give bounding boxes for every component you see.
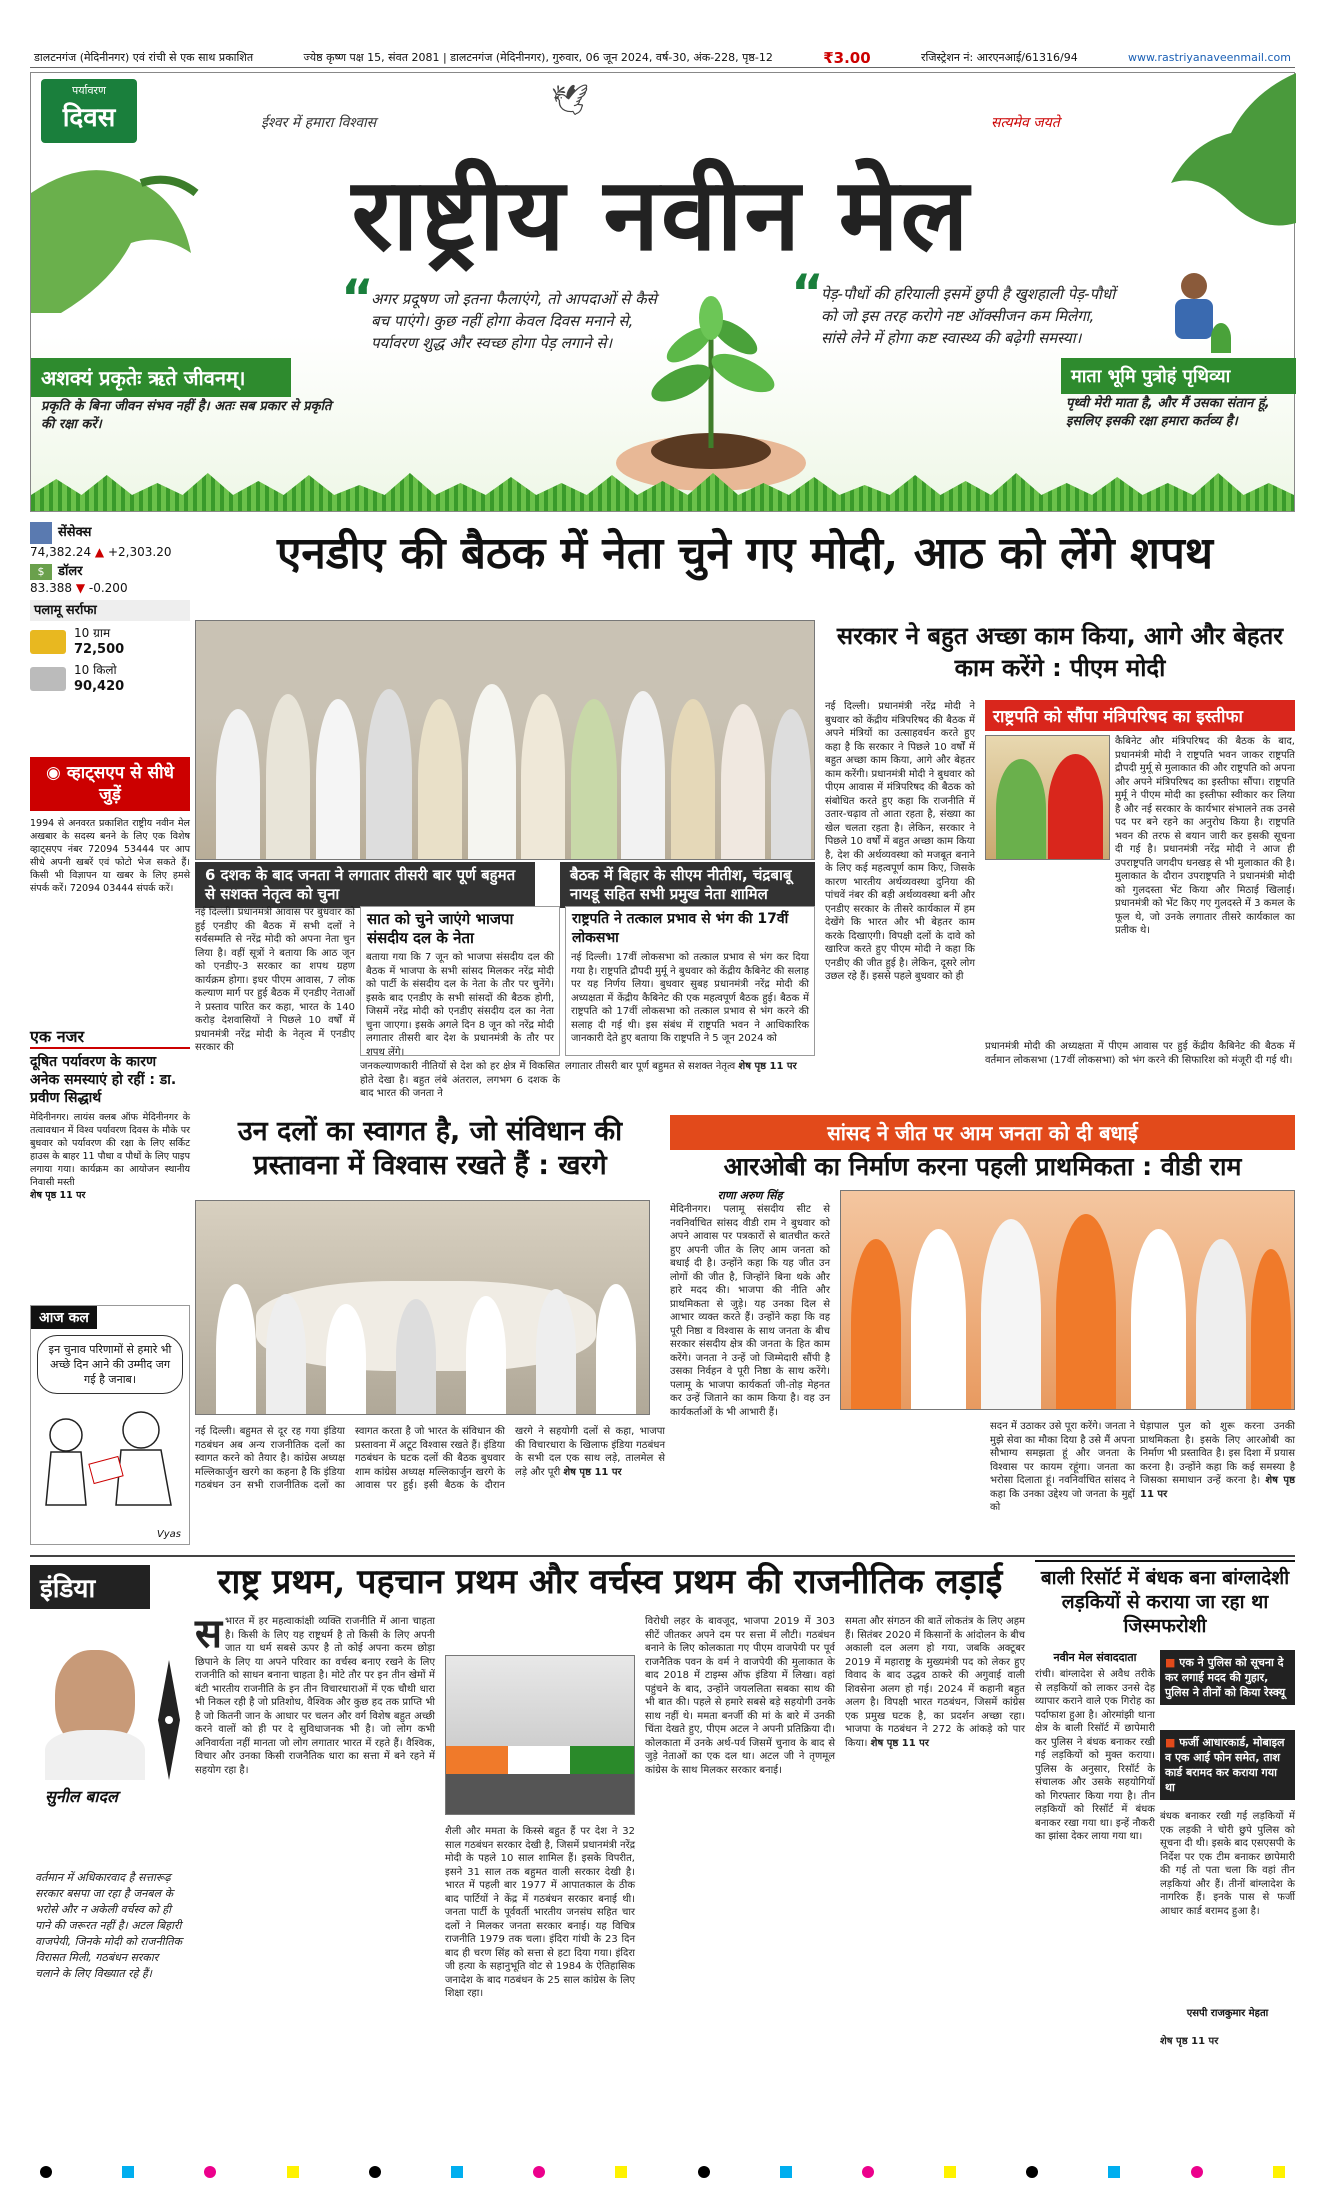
whatsapp-box — [30, 757, 190, 895]
bali-bullet-1 — [1160, 1650, 1295, 1705]
kharge-cont-link[interactable]: शेष पृष्ठ 11 पर — [563, 1466, 622, 1478]
date-line: ज्येष्ठ कृष्ण पक्ष 15, संवत 2081 | डालटनगंज (मेदिनीनगर), गुरुवार, 06 जून 2024, वर्ष-30, अंक-228, पृष्ठ-12 — [303, 51, 773, 64]
env-day-big: दिवस — [62, 103, 116, 133]
env-day-small: पर्यावरण — [71, 84, 107, 97]
modi-headline: सरकार ने बहुत अच्छा काम किया, आगे और बेहतर काम करेंगे : पीएम मोदी — [836, 622, 1284, 682]
bali-body: रांची। बांग्लादेश से अवैध तरीके से लड़कियों को लाकर उनसे देह व्यापार कराने वाले एक गिरोह का पर्दाफाश हुआ है। ओरमांझी थाना क्षेत्र के बाली रिसॉर्ट में छापेमारी कर पुलिस ने बंधक बनाकर रखी गई लड़कियों को मुक्त कराया। पुलिस के अनुसार, रिसॉर्ट के संचालक और उसके सहयोगियों को गिरफ्तार किया गया है। तीन लड़कियों को रिसॉर्ट में बंधक बनाकर रखा गया था। इन्हें नौकरी का झांसा देकर लाया गया था। — [1035, 1669, 1155, 1842]
price: ₹3.00 — [823, 48, 871, 67]
author-photo — [35, 1630, 155, 1780]
sapling-in-hands-icon — [611, 273, 811, 493]
lead-box-2-body: नई दिल्ली। 17वीं लोकसभा को तत्काल प्रभाव से भंग कर दिया गया है। राष्ट्रपति द्रौपदी मुर्मू ने बुधवार को केंद्रीय कैबिनेट की सलाह पर यह निर्णय लिया। बुधवार सुबह प्रधानमंत्री नरेंद्र मोदी की अध्यक्षता में केंद्रीय कैबिनेट की एक महत्वपूर्ण बैठक हुई। बैठक में राष्ट्रपति को 17वीं लोकसभा को तत्काल प्रभाव से भंग करने की सलाह दी गई थी। इस संबंध में राष्ट्रपति भवन ने आधिकारिक जानकारी देते हुए बताया कि राष्ट्रपति ने 5 जून 2024 को — [571, 952, 809, 1044]
author-name: सुनील बादल — [45, 1787, 118, 1806]
whatsapp-title[interactable] — [30, 757, 190, 811]
cartoon-bubble: इन चुनाव परिणामों से हमारे भी अच्छे दिन आने की उम्मीद जग गई है जनाब। — [37, 1335, 183, 1394]
lead-box-2-more-text: लगातार तीसरी बार पूर्ण बहुमत से सशक्त नेतृत्व — [565, 1061, 736, 1072]
sensex-label: सेंसेक्स — [58, 525, 92, 540]
modi-box-body-cont — [985, 870, 1295, 1030]
whatsapp-icon: ◉ — [46, 763, 61, 783]
whatsapp-body: 1994 से अनवरत प्रकाशित राष्ट्रीय नवीन मेल अखबार के सदस्य बनने के लिए एक विशेष व्हाट्सएप नंबर 72094 53444 पर आप सीधे अपनी खबरें एवं फोटो भेज सकते हैं। किसी भी विज्ञापन या खबर के लिए हमसे संपर्क करें। 72094 03444 संपर्क करें। — [30, 818, 190, 894]
lead-box-1-more: जनकल्याणकारी नीतियों से देश को हर क्षेत्र में विकसित होते देखा है। बहुत लंबे अंतराल, लगभग 6 दशक के बाद भारत की जनता ने — [360, 1061, 560, 1099]
kharge-body-text: नई दिल्ली। बहुमत से दूर रह गया इंडिया गठबंधन अब अन्य राजनीतिक दलों का स्वागत करने को तैयार है। कांग्रेस अध्यक्ष मल्लिकार्जुन खरगे का कहना है कि इंडिया गठबंधन उन सभी राजनीतिक दलों का स्वागत करता है जो भारत के संविधान की प्रस्तावना में अटूट विश्वास रखते हैं। इंडिया गठबंधन के घटक दलों की बैठक बुधवार शाम कांग्रेस अध्यक्ष मल्लिकार्जुन खरगे के आवास पर हुई। इसी बैठक के दौरान खरगे ने सहयोगी दलों से कहा, भाजपा की विचारधारा के खिलाफ इंडिया गठबंधन के सभी दल एक साथ लड़े, तालमेल से लड़े और पूरी — [195, 1426, 665, 1491]
cartoonist-sign: Vyas — [156, 1529, 181, 1540]
tagline-right: सत्यमेव जयते — [991, 115, 1060, 131]
drop-cap: स — [195, 1611, 223, 1657]
india-headline: राष्ट्र प्रथम, पहचान प्रथम और वर्चस्व प्रथम की राजनीतिक लड़ाई — [217, 1562, 1003, 1602]
ek-nazar-cont[interactable]: शेष पृष्ठ 11 पर — [30, 1190, 86, 1201]
aaj-kal-cartoon — [30, 1305, 190, 1545]
kharge-body — [195, 1425, 665, 1545]
ek-nazar-box — [30, 1025, 190, 1265]
vdram-body-2 — [840, 1420, 985, 1540]
env-quote-1: अगर प्रदूषण जो इतना फैलाएंगे, तो आपदाओं से कैसे बच पाएंगे। कुछ नहीं होगा केवल दिवस मनाने से, पर्यावरण शुद्ध और स्वच्छ होगा पेड़ लगाने से। — [371, 290, 657, 352]
kharge-photo — [195, 1200, 650, 1415]
india-col-4: विरोधी लहर के बावजूद, भाजपा 2019 में 303 सीटें जीतकर अपने दम पर सत्ता में लौटी। गठबंधन बनाने के लिए कोलकाता गए पीएम वाजपेयी पर पूर्व राजनैतिक पवन के वर्म ने वाजपेयी की मुलाकात के बाद 2018 में टाइम्स ऑफ इंडिया में लिखा। वहां पहुंचने के बाद, उन्होंने जयललिता सबका साथ की भी बात की। पहले से हमारे सबसे बड़े सहयोगी उनके साथ नहीं थे। ममता बनर्जी की मां के बारे में उनकी चिंता देखते हुए, पीएम अटल ने अपनी प्रतिक्रिया दी। कोलकाता में उनके अर्थ-पर्व जिसमें चुनाव के बाद से जुड़े नेताओं का एक दल था। अटल जी ने तृणमूल कांग्रेस के साथ मिलकर सरकार बनाई। — [645, 1616, 835, 1776]
vdram-cont-link[interactable]: शेष पृष्ठ 11 पर — [1140, 1475, 1295, 1500]
ek-nazar-label: एक नजर — [30, 1025, 190, 1049]
bali-cont-link[interactable]: शेष पृष्ठ 11 पर — [1160, 2036, 1219, 2047]
lead-cont-link[interactable]: शेष पृष्ठ 11 पर — [738, 1061, 797, 1072]
bali-byline: नवीन मेल संवाददाता — [1053, 1651, 1137, 1664]
crowd-photo — [445, 1655, 635, 1815]
lead-box-2 — [565, 906, 815, 1056]
vdram-photo — [840, 1190, 1295, 1410]
india-cont-link[interactable]: शेष पृष्ठ 11 पर — [870, 1737, 929, 1749]
lead-box-1-body: बताया गया कि 7 जून को भाजपा संसदीय दल की बैठक में भाजपा के सभी सांसद मिलकर नरेंद्र मोदी को पार्टी के संसदीय दल के नेता के तौर पर चुनेंगे। इसके बाद एनडीए के सभी सांसदों की बैठक होगी, जिसमें नरेंद्र मोदी को एनडीए संसदीय दल का नेता चुना जाएगा। इसके अगले दिन 8 जून को नरेंद्र मोदी लगातार तीसरी बार देश के प्रधानमंत्री के तौर पर शपथ लेंगे। — [366, 952, 554, 1058]
edition-line: डालटनगंज (मेदिनीनगर) एवं रांची से एक साथ प्रकाशित — [34, 51, 254, 64]
bali-bullet-2 — [1160, 1730, 1295, 1800]
newspaper-title: राष्ट्रीय नवीन मेल — [351, 155, 971, 273]
modi-box-title: राष्ट्रपति को सौंपा मंत्रिपरिषद का इस्तीफा — [985, 700, 1295, 731]
hand-icon — [31, 113, 201, 333]
silver-value: 90,420 — [74, 679, 125, 694]
dollar-value: 83.388 — [30, 581, 72, 595]
kharge-headline: उन दलों का स्वागत है, जो संविधान की प्रस्तावना में विश्वास रखते हैं : खरगे — [237, 1116, 623, 1181]
dollar-change: -0.200 — [88, 581, 128, 595]
vdram-banner: सांसद ने जीत पर आम जनता को दी बधाई — [670, 1115, 1295, 1150]
market-panel — [30, 522, 190, 722]
sensex-change: +2,303.20 — [107, 545, 172, 559]
ek-nazar-headline: दूषित पर्यावरण के कारण अनेक समस्याएं हो रहीं : डा. प्रवीण सिद्धार्थ — [30, 1054, 177, 1106]
gold-bar-icon — [30, 630, 66, 654]
bali-bullet-2-text: फर्जी आधारकार्ड, मोबाइल व एक आई फोन समेत, ताश कार्ड बरामद कर कराया गया था — [1165, 1736, 1285, 1794]
right-note: पृथ्वी मेरी माता है, और मैं उसका संतान हूं, इसलिए इसकी रक्षा हमारा कर्तव्य है। — [1066, 396, 1270, 429]
aaj-kal-label: आज कल — [31, 1306, 97, 1329]
india-col-1 — [195, 1611, 435, 2160]
sarafa-label: पलामू सर्राफा — [34, 603, 97, 618]
india-col-5-text: समता और संगठन की बातें लोकतंत्र के लिए अहम हैं। सितंबर 2020 में किसानों के आंदोलन के बीच अकाली दल अलग हो गया, जबकि अक्टूबर 2019 में महाराष्ट्र के मुख्यमंत्री पद को लेकर हुए विवाद के बाद उद्धव ठाकरे की अगुवाई वाली शिवसेना अलग हो गई। 2024 में कहानी बहुत अलग है। विपक्षी भारत गठबंधन, जिसमें कांग्रेस एक प्रमुख घटक है, का प्रदर्शन अच्छा रहा। भाजपा के गठबंधन ने 272 के आंकड़े को पार किया। — [845, 1616, 1025, 1749]
bullet-icon: ■ — [1165, 1656, 1180, 1669]
lead-photo — [195, 620, 815, 860]
dollar-icon: $ — [30, 564, 52, 580]
cartoon-figures-icon — [31, 1400, 189, 1510]
bali-headline: बाली रिसॉर्ट में बंधक बना बांग्लादेशी लड़कियों से कराया जा रहा था जिस्मफरोशी — [1035, 1560, 1295, 1638]
building-icon — [30, 522, 52, 544]
lead-box-2-title: राष्ट्रपति ने तत्काल प्रभाव से भंग की 17वीं लोकसभा — [566, 907, 814, 951]
masthead — [30, 72, 1295, 512]
vdram-body-4-text: घेड़ापाल पुल को शुरू करना उनकी प्राथमिकता है। इसके लिए आरओबी का निर्माण भी प्रस्तावित है। इस दिशा में प्रयास करना है। उन्होंने कहा कि कई समस्या है जिसका समाधान उन्हें करना है। — [1140, 1421, 1295, 1486]
top-strip — [30, 48, 1295, 68]
left-note: प्रकृति के बिना जीवन संभव नहीं है। अतः सब प्रकार से प्रकृति की रक्षा करें। — [41, 399, 332, 432]
registration: रजिस्ट्रेशन नं: आरएनआई/61316/94 — [921, 51, 1078, 64]
lead-box-1-title: सात को चुने जाएंगे भाजपा संसदीय दल के नेता — [361, 907, 559, 951]
down-arrow-icon: ▼ — [75, 581, 86, 595]
bullet-icon-2: ■ — [1165, 1736, 1180, 1749]
quote-mark-icon-2: “ — [791, 264, 824, 322]
hand-icon-right — [1131, 73, 1296, 253]
lead-box-2-more — [565, 1060, 815, 1100]
vdram-body: मेदिनीनगर। पलामू संसदीय सीट से नवनिर्वाचित सांसद वीडी राम ने बुधवार को अपने आवास पर पत्रकारों से बातचीत करते हुए अपनी जीत के लिए आम जनता को बधाई दी है। उन्होंने कहा कि यह जीत उन लोगों की जीत है, जिन्होंने बिना थके और हारे मदद की। भाजपा की नीति और प्राथमिकता से जुड़े। यह उनका दिल से आभार व्यक्त करते हैं। उन्होंने कहा कि वह पूरी निष्ठा व विश्वास के साथ जनता के बीच सरकार संसदीय क्षेत्र की जनता के हित काम करेंगे। जनता ने उन्हें जो जिम्मेदारी सौंपी है उसका निर्वहन वे पूरी निष्ठा के साथ करेंगे। पलामू के भाजपा कार्यकर्ता जी-तोड़ मेहनत कर उन्हें जिताने का काम किया है। वह उन कार्यकर्ताओं के भी आभारी हैं। — [670, 1204, 830, 1418]
lead-body: नई दिल्ली। प्रधानमंत्री आवास पर बुधवार को हुई एनडीए की बैठक में सभी दलों ने सर्वसम्मति से नरेंद्र मोदी को अपना नेता चुन लिया है। वहीं सूत्रों ने बताया कि आठ जून को एनडीए-3 सरकार का शपथ ग्रहण कार्यक्रम होगा। इधर पीएम आवास, 7 लोक कल्याण मार्ग पर हुई बैठक में एनडीए नेताओं ने प्रस्ताव पारित कर कहा, भारत के 140 करोड़ देशवासियों ने पिछले 10 वर्षों में प्रधानमंत्री नरेंद्र मोदी के नेतृत्व में एनडीए सरकार की — [195, 907, 355, 1053]
tagline-left: ईश्वर में हमारा विश्वास — [261, 115, 377, 131]
vdram-body-4 — [1140, 1420, 1295, 1540]
website-link[interactable]: www.rastriyanaveenmail.com — [1128, 51, 1291, 64]
gold-value: 72,500 — [74, 642, 125, 657]
quote-mark-icon: “ — [341, 269, 374, 327]
silver-label: 10 किलो — [74, 663, 117, 677]
modi-bottom: प्रधानमंत्री मोदी की अध्यक्षता में पीएम आवास पर हुई केंद्रीय कैबिनेट की बैठक में वर्तमान लोकसभा (17वीं लोकसभा) को भंग करने की सिफारिश को मंजूरी दी गई थी। — [985, 1041, 1295, 1066]
vdram-headline: आरओबी का निर्माण करना पहली प्राथमिकता : वीडी राम — [723, 1152, 1242, 1181]
up-arrow-icon: ▲ — [94, 545, 105, 559]
author-note: वर्तमान में अधिकारवाद है सत्तारूढ़ सरकार बसपा जा रहा है जनबल के भरोसे और न अकेली वर्चस्व को ही पाने की जरूरत नहीं है। अटल बिहारी वाजपेयी, जिनके मोदी को राजनीतिक विरासत मिली, गठबंधन सरकार चलाने के लिए विख्यात रहे हैं। — [35, 1871, 183, 1980]
vdram-byline: राणा अरुण सिंह — [717, 1189, 783, 1202]
president-photo — [985, 735, 1110, 860]
bali-body-3 — [1160, 2035, 1295, 2155]
lead-box-1 — [360, 906, 560, 1056]
lead-caption-2: बैठक में बिहार के सीएम नीतीश, चंद्रबाबू नायडू सहित सभी प्रमुख नेता शामिल — [560, 862, 815, 908]
print-color-strip — [40, 2165, 1285, 2179]
child-planting-icon — [1161, 273, 1241, 363]
gold-label: 10 ग्राम — [74, 626, 111, 640]
modi-body: नई दिल्ली। प्रधानमंत्री नरेंद्र मोदी ने बुधवार को केंद्रीय मंत्रिपरिषद की बैठक में अपने मंत्रियों का उत्साहवर्धन करते हुए कहा है कि सरकार ने पिछले 10 वर्षों में बहुत अच्छा काम किया, आगे और बेहतर काम करेंगी। प्रधानमंत्री मोदी ने बुधवार को पीएम आवास में मंत्रिपरिषद की बैठक को संबोधित करते हुए कहा कि राजनीति में उतार-चढ़ाव तो आता रहता है, संख्या का खेल चलता रहता है। लेकिन, सरकार ने पिछले 10 वर्षों में बहुत अच्छा काम किया है, देश की अर्थव्यवस्था को मजबूत बनाने के लिए कई महत्वपूर्ण काम किए, जिसके कारण भारतीय अर्थव्यवस्था दुनिया की पांचवें नंबर की बड़ी अर्थव्यवस्था बनी और एनडीए सरकार के तीसरे कार्यकाल में हम देखेंगे कि भारत और भी बेहतर काम करके दिखाएगी। विपक्षी दलों के दावे को खारिज करते हुए पीएम मोदी ने कहा कि एनडीए की जीत हुई है। लेकिन, दूसरे लोग उछल रहे हैं। इससे पहले बुधवार को ही — [825, 701, 975, 982]
bali-bullet-1-text: एक ने पुलिस को सूचना दे कर लगाई मदद की गुहार, पुलिस ने तीनों को किया रेस्क्यू — [1165, 1656, 1286, 1699]
section-divider — [30, 1555, 1295, 1557]
india-col-3: शैली और ममता के किस्से बहुत हैं पर देश ने 32 साल गठबंधन सरकार देखी है, जिसमें प्रधानमंत्री नरेंद्र मोदी के पहले 10 साल शामिल हैं। इसके विपरीत, इसने 31 साल तक बहुमत वाली सरकार देखी है। भारत में पहली बार 1977 में आपातकाल के ठीक बाद पार्टियों ने केंद्र में गठबंधन सरकार बनाई थी। जनता पार्टी के पूर्ववर्ती भारतीय जनसंघ सहित चार दलों ने मिलकर जनता सरकार बनाई। यह विचित्र राजनीति 1979 तक चला। इंदिरा गांधी के 23 दिन बाद ही चरण सिंह को सत्ता से हटा दिया गया। इंदिरा जी हत्या के सहानुभूति वोट से 1984 के ऐतिहासिक जनादेश के बाद गठबंधन के 25 साल कांग्रेस के लिए शिक्षा रहा। — [445, 1826, 635, 1999]
lead-caption-1: 6 दशक के बाद जनता ने लगातार तीसरी बार पूर्ण बहुमत से सशक्त नेतृत्व को चुना — [195, 862, 535, 908]
bali-signoff: एसपी राजकुमार मेहता — [1186, 2008, 1269, 2019]
dove-icon: 🕊 — [551, 83, 590, 118]
dollar-label: डॉलर — [58, 564, 83, 579]
pen-nib-icon — [150, 1660, 188, 1780]
env-quote-2: पेड़-पौधों की हरियाली इसमें छुपी है खुशहाली पेड़-पौधों को जो इस तरह करोगे नष्ट ऑक्सीजन कम मिलेगा, सांसे लेने में होगा कष्ट स्वास्थ्य की बढ़ेगी समस्या। — [821, 285, 1116, 347]
silver-bar-icon — [30, 667, 66, 691]
modi-box-body: कैबिनेट और मंत्रिपरिषद की बैठक के बाद, प्रधानमंत्री मोदी ने राष्ट्रपति भवन जाकर राष्ट्रपति द्रौपदी मुर्मू से मुलाकात की और राष्ट्रपति को अपना और अपने मंत्रिपरिषद का इस्तीफा सौंपा। राष्ट्रपति मुर्मू ने पीएम मोदी का इस्तीफा स्वीकार कर लिया है और नई सरकार के कार्यभार संभालने तक उनसे पद पर बने रहने का अनुरोध किया है। राष्ट्रपति भवन की तरफ से बयान जारी कर इसकी सूचना दी गई है। प्रधानमंत्री नरेंद्र मोदी ने आज ही उपराष्ट्रपति जगदीप धनखड़ से भी मुलाकात की है। मुलाकात के दौरान उपराष्ट्रपति ने प्रधानमंत्री मोदी को गुलदस्ता भेंट किया और मिठाई खिलाई। प्रधानमंत्री को भेंट किए गए गुलदस्ते में 3 कमल के फूल थे, जो उनके लगातार तीसरे कार्यकाल का प्रतीक थे। — [1115, 736, 1295, 936]
sanskrit-box-left: अशक्यं प्रकृतेः ऋते जीवनम्। — [31, 358, 291, 397]
india-col-5 — [845, 1615, 1025, 2160]
lead-headline: एनडीए की बैठक में नेता चुने गए मोदी, आठ को लेंगे शपथ — [277, 528, 1213, 579]
sanskrit-box-right: माता भूमि पुत्रोहं पृथिव्या — [1061, 358, 1296, 394]
bali-body-2: बंधक बनाकर रखी गई लड़कियों में एक लड़की ने चोरी छुपे पुलिस को सूचना दी थी। इसके बाद एसएसपी के निर्देश पर एक टीम बनाकर छापेमारी की गई तो पता चला कि वहां तीन लड़कियां और हैं। तीनों बांग्लादेश के नागरिक हैं। इनके पास से फर्जी आधार कार्ड बरामद हुआ है। — [1160, 1811, 1295, 1917]
vdram-body-3: सदन में उठाकर उसे पूरा करेंगे। जनता ने मुझे सेवा का मौका दिया है उसे मैं अपना सौभाग्य समझता हूं और जनता के विश्वास पर कायम रहूंगा। जनता का भरोसा दिलाता हूं। नवनिर्वाचित सांसद ने कहा कि उनका उद्देश्य जो जनता के मुद्दों को — [990, 1421, 1135, 1513]
whatsapp-title-text: व्हाट्सएप से सीधे जुड़ें — [66, 763, 174, 805]
india-col-1-text: भारत में हर महत्वाकांक्षी व्यक्ति राजनीति में आना चाहता है। किसी के लिए यह राष्ट्रधर्म है तो किसी के लिए अपनी जात या धर्म सबसे ऊपर है तो कोई अपना करम छोड़ा छिपाने के लिए या अपने परिवार का वर्चस्व बनाए रखने के लिए राजनीति को साधन बनाना चाहता है। मोटे तौर पर इन तीन खेमों में बंटी भारतीय राजनीति के इन तीन विचारधाराओं में एक चौथी धारा भी निकल रही है जो प्रतिशोध, वैश्विक और कुछ हद तक प्राप्ति भी है जो कितनी जान के आधार पर चलन और वर्ग विशेष बहुत अच्छी करने वालों को ही पर दे सुविधाजनक भी है। जो लोग कभी अनिवार्यता नहीं मानता जो लोग लगातार भारत में रहते हैं। वैश्विक, विचार और उनका किसी राजनैतिक धारा का सत्ता में बने रहने में सहयोग रहा है। — [195, 1616, 435, 1776]
ek-nazar-body: मेदिनीनगर। लायंस क्लब ऑफ मेदिनीनगर के तत्वावधान में विश्व पर्यावरण दिवस के मौके पर बुधवार को पर्यावरण की रक्षा के लिए सर्किट हाउस के बाहर 11 पौधा व पौधों के लिए पाइप लगाया गया। कार्यक्रम का आयोजन स्थानीय निवासी मस्ती — [30, 1112, 190, 1188]
india-label: इंडिया — [30, 1565, 150, 1609]
sensex-value: 74,382.24 — [30, 545, 92, 559]
